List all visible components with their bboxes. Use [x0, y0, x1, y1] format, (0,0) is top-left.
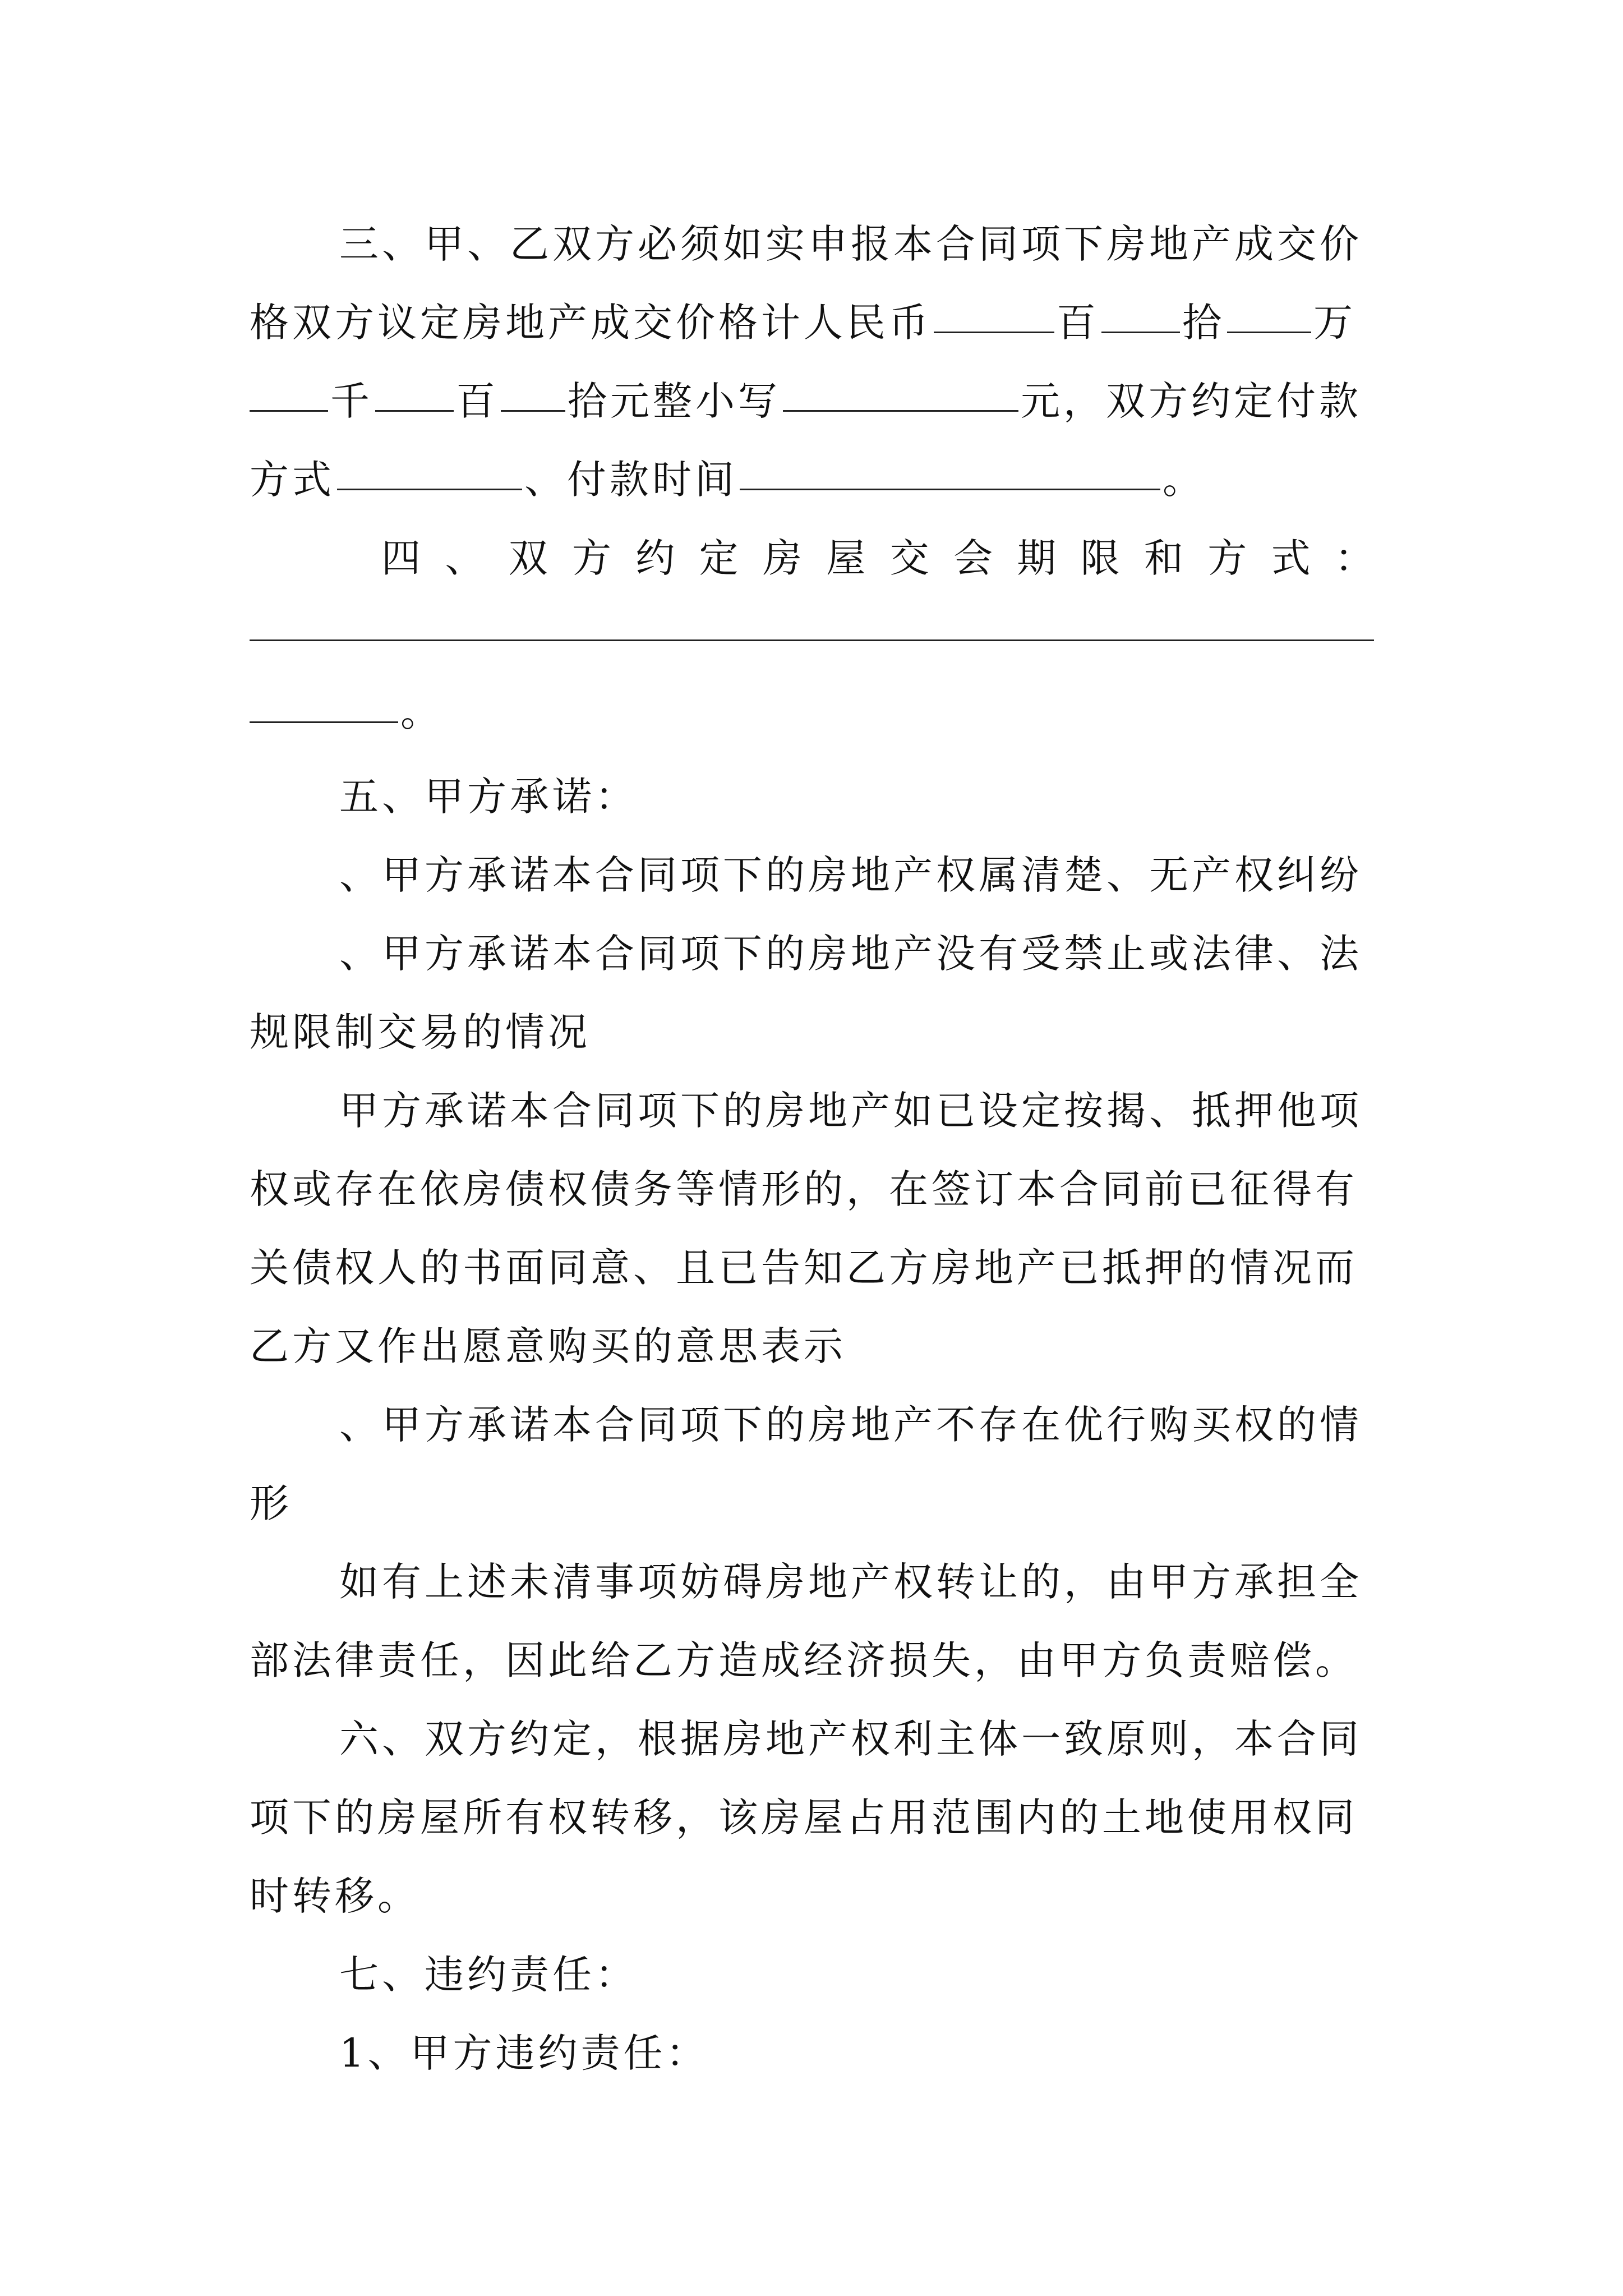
payment-time-label: 、付款时间 — [524, 457, 737, 503]
section5-item4-line1: 、甲方承诺本合同项下的房地产不存在优行购买权的情 — [339, 1402, 1362, 1448]
section5-liability-line2: 部法律责任，因此给乙方造成经济损失，由甲方负责赔偿。 — [250, 1637, 1358, 1683]
section6-line1: 六、双方约定，根据房地产权利主体一致原则，本合同 — [339, 1716, 1362, 1762]
section7-item1: 1、甲方违约责任： — [339, 2030, 709, 2076]
price-blank-bai[interactable] — [934, 289, 1054, 333]
section3-line1: 三、甲、乙双方必须如实申报本合同项下房地产成交价 — [339, 221, 1362, 267]
section5-item3-line2: 权或存在依房债权债务等情形的，在签订本合同前已征得有 — [250, 1166, 1358, 1212]
section4-heading — [381, 524, 1374, 592]
section5-item3-line1: 甲方承诺本合同项下的房地产如已设定按揭、抵押他项 — [339, 1088, 1362, 1134]
s4-char: 双 — [508, 535, 548, 581]
unit-shi: 拾 — [1182, 300, 1225, 346]
s4-char: 会 — [953, 535, 993, 581]
section5-item3-line4: 乙方又作出愿意购买的意思表示 — [250, 1323, 846, 1369]
delivery-terms-blank-line[interactable] — [250, 639, 1374, 641]
s4-char: 定 — [699, 535, 739, 581]
payment-time-blank[interactable] — [740, 446, 1160, 490]
section5-item2-line2: 规限制交易的情况 — [250, 1009, 591, 1055]
unit-shi-yuan-zheng: 拾元整小写 — [568, 378, 781, 424]
section6-line2: 项下的房屋所有权转移，该房屋占用范围内的土地使用权同 — [250, 1795, 1358, 1841]
section3-line2 — [250, 289, 1388, 356]
payment-method-label: 方式 — [250, 457, 335, 503]
price-blank-shi2[interactable] — [501, 367, 565, 412]
s4-char: 屋 — [826, 535, 866, 581]
s4-char: 交 — [889, 535, 929, 581]
s4-char: 约 — [635, 535, 675, 581]
payment-method-blank[interactable] — [337, 446, 522, 490]
unit-wan: 万 — [1313, 300, 1356, 346]
section3-end-mark: 。 — [1163, 457, 1205, 503]
s4-char: 方 — [1207, 535, 1247, 581]
section4-end-mark: 。 — [400, 689, 443, 735]
price-blank-qian[interactable] — [250, 367, 328, 412]
unit-bai2: 百 — [456, 378, 499, 424]
section3-line4 — [250, 446, 1388, 513]
s4-char: 房 — [762, 535, 802, 581]
price-blank-bai2[interactable] — [375, 367, 454, 412]
section7-heading: 七、违约责任： — [339, 1952, 638, 1998]
price-prefix: 格双方议定房地产成交价格计人民币 — [250, 300, 932, 346]
s4-char: 期 — [1017, 535, 1057, 581]
s4-char: 方 — [571, 535, 611, 581]
lowercase-amount-blank[interactable] — [783, 367, 1018, 412]
section4-line3 — [250, 679, 1388, 746]
yuan-suffix: 元，双方约定付款 — [1021, 378, 1362, 424]
section5-item4-line2: 形 — [250, 1480, 292, 1526]
s4-char: 限 — [1080, 535, 1120, 581]
s4-char: 四 — [381, 535, 421, 581]
s4-char: 式 — [1271, 535, 1311, 581]
unit-bai: 百 — [1057, 300, 1099, 346]
delivery-terms-blank-end[interactable] — [250, 679, 398, 723]
section5-item3-line3: 关债权人的书面同意、且已告知乙方房地产已抵押的情况而 — [250, 1245, 1358, 1291]
section5-liability-line1: 如有上述未清事项妨碍房地产权转让的，由甲方承担全 — [339, 1559, 1362, 1605]
unit-qian: 千 — [330, 378, 373, 424]
section3-line3 — [250, 367, 1388, 435]
price-blank-wan[interactable] — [1227, 289, 1311, 333]
section5-item1: 、甲方承诺本合同项下的房地产权属清楚、无产权纠纷 — [339, 852, 1362, 898]
s4-char: 和 — [1144, 535, 1183, 581]
s4-char: 、 — [445, 535, 485, 581]
section6-line3: 时转移。 — [250, 1873, 420, 1919]
s4-char: ： — [1334, 535, 1374, 581]
section5-heading: 五、甲方承诺： — [339, 774, 638, 820]
section5-item2-line1: 、甲方承诺本合同项下的房地产没有受禁止或法律、法 — [339, 931, 1362, 977]
price-blank-shi[interactable] — [1101, 289, 1180, 333]
